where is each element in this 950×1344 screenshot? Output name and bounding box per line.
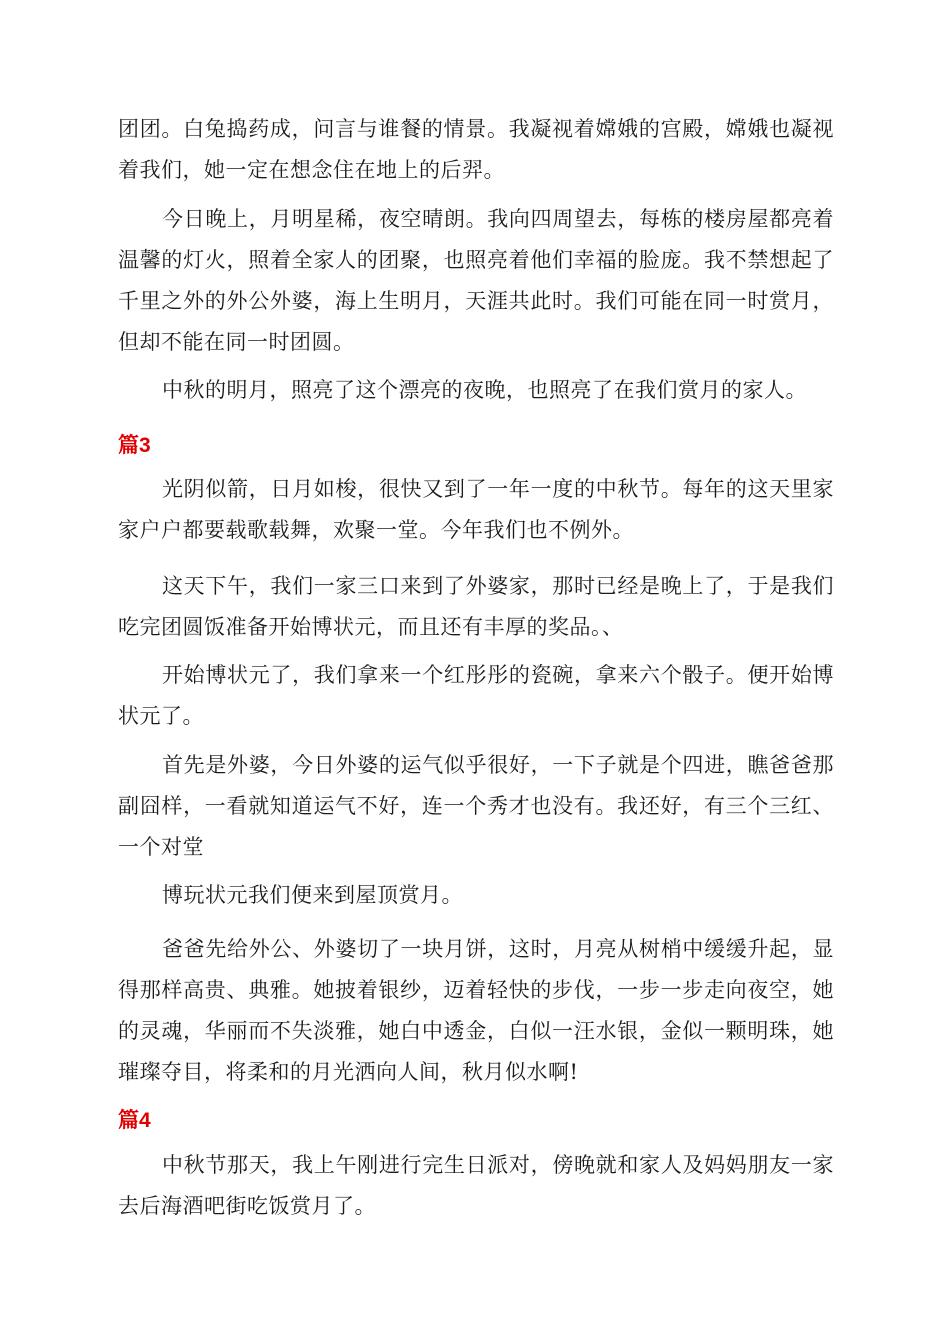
paragraph: 首先是外婆，今日外婆的运气似乎很好，一下子就是个四进，瞧爸爸那副囧样，一看就知道运气不好，连一个秀才也没有。我还好，有三个三红、一个对堂 [118,753,834,859]
paragraph: 爸爸先给外公、外婆切了一块月饼，这时，月亮从树梢中缓缓升起，显得那样高贵、典雅。她披着银纱，迈着轻快的步伐，一步一步走向夜空，她的灵魂，华丽而不失淡雅，她白中透金，白似一汪水银，金似一颗明珠，她璀璨夺目，将柔和的月光洒向人间，秋月似水啊! [118,937,834,1084]
paragraph-continued: 团团。白兔捣药成，问言与谁餐的情景。我凝视着嫦娥的宫殿，嫦娥也凝视着我们，她一定在想念住在地上的后羿。 [118,117,834,182]
paragraph: 今日晚上，月明星稀，夜空晴朗。我向四周望去，每栋的楼房屋都亮着温馨的灯火，照着全家人的团聚，也照亮着他们幸福的脸庞。我不禁想起了千里之外的外公外婆，海上生明月，天涯共此时。我们可能在同一时赏月，但却不能在同一时团圆。 [118,207,834,354]
paragraph: 博玩状元我们便来到屋顶赏月。 [162,883,463,907]
paragraph: 中秋的明月，照亮了这个漂亮的夜晚，也照亮了在我们赏月的家人。 [162,378,807,402]
paragraph: 光阴似箭，日月如梭，很快又到了一年一度的中秋节。每年的这天里家家户户都要载歌载舞，欢聚一堂。今年我们也不例外。 [118,477,834,542]
section-heading-4: 篇4 [118,1109,151,1132]
section-heading-3: 篇3 [118,434,151,457]
paragraph: 这天下午，我们一家三口来到了外婆家，那时已经是晚上了，于是我们吃完团圆饭准备开始博状元，而且还有丰厚的奖品。、 [118,574,834,639]
paragraph: 中秋节那天，我上午刚进行完生日派对，傍晚就和家人及妈妈朋友一家去后海酒吧街吃饭赏月了。 [118,1153,834,1218]
paragraph: 开始博状元了，我们拿来一个红彤彤的瓷碗，拿来六个骰子。便开始博状元了。 [118,663,834,728]
